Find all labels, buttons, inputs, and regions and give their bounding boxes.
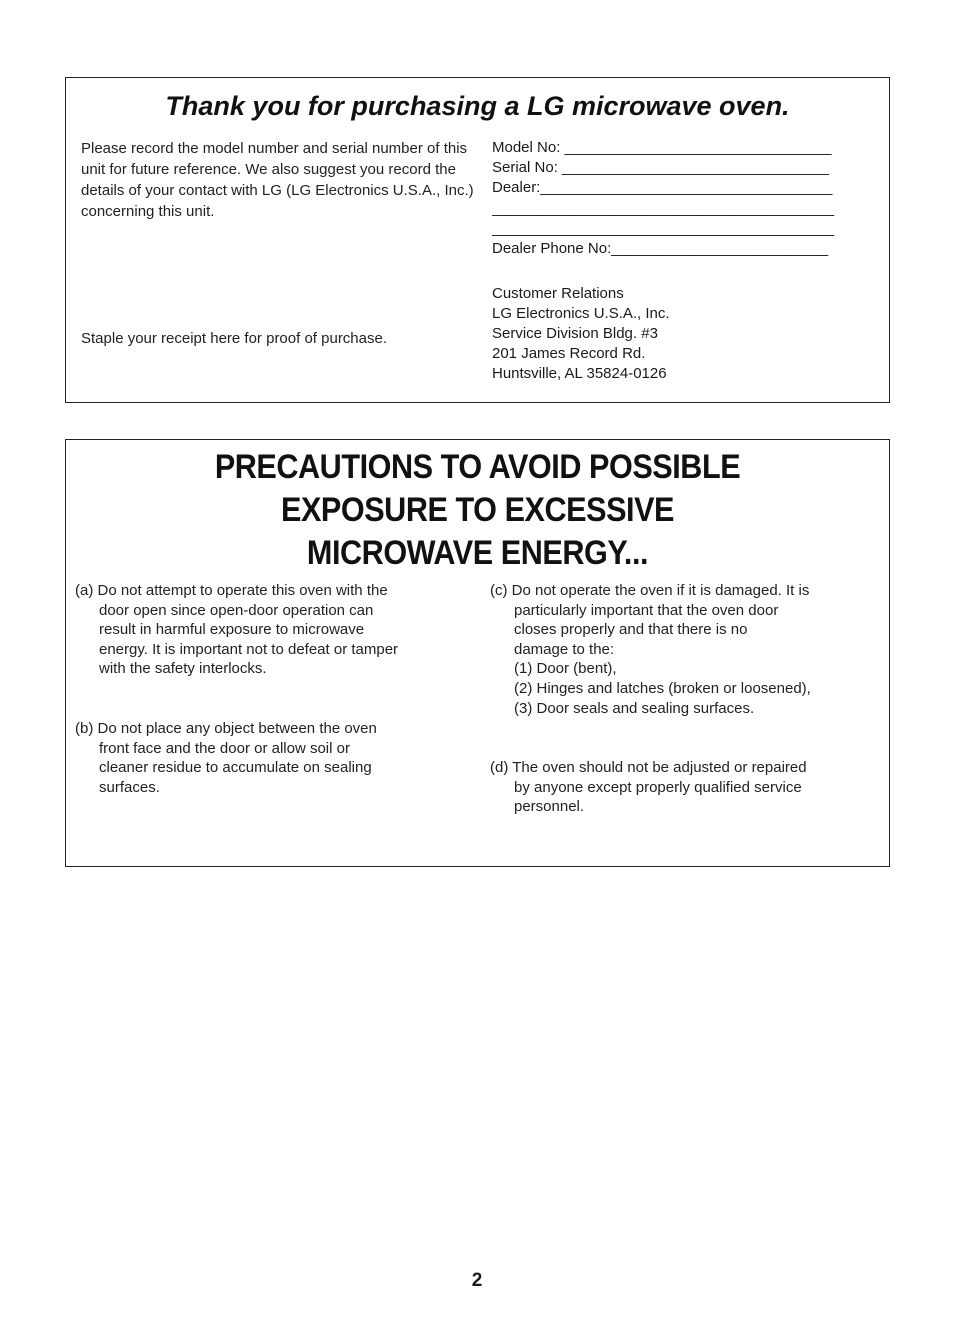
address-line: Customer Relations <box>492 285 624 302</box>
address-line: Service Division Bldg. #3 <box>492 325 658 342</box>
dealer-field[interactable]: Dealer:___________________________________ <box>492 179 833 196</box>
precaution-item-d <box>490 758 807 817</box>
address-line: LG Electronics U.S.A., Inc. <box>492 305 670 322</box>
precautions-title-line: EXPOSURE TO EXCESSIVE <box>280 491 675 529</box>
precaution-line: with the safety interlocks. <box>99 660 267 678</box>
customer-relations-address <box>492 284 670 384</box>
model-number-field[interactable]: Model No: ________________________________ <box>492 139 832 156</box>
dealer-field-line-2[interactable]: _________________________________________ <box>492 200 835 217</box>
dealer-phone-field[interactable]: Dealer Phone No:__________________________ <box>492 240 829 257</box>
precautions-box <box>65 439 890 867</box>
staple-receipt-text: Staple your receipt here for proof of purchase. <box>81 330 388 347</box>
precaution-line: (c) Do not operate the oven if it is damaged. It is <box>490 582 810 599</box>
dealer-field-line-3[interactable]: _________________________________________ <box>492 220 835 237</box>
precautions-title-line: PRECAUTIONS TO AVOID POSSIBLE <box>214 448 741 486</box>
precaution-line: door open since open-door operation can <box>99 601 374 619</box>
record-instructions: Please record the model number and serial number of this unit for future reference. We also suggest you record the details of your contact with LG (LG Electronics U.S.A., Inc.) concerning this unit. <box>81 140 474 220</box>
record-fields <box>492 138 872 259</box>
precaution-line: particularly important that the oven door <box>514 601 779 619</box>
precaution-item-a <box>75 581 398 679</box>
precaution-line: surfaces. <box>99 778 160 796</box>
thank-you-title: Thank you for purchasing a LG microwave oven. <box>165 91 790 121</box>
precaution-line: (d) The oven should not be adjusted or repaired <box>490 759 807 776</box>
precaution-line: (3) Door seals and sealing surfaces. <box>514 699 755 717</box>
precaution-line: closes properly and that there is no <box>514 621 748 639</box>
precautions-title-line: MICROWAVE ENERGY... <box>306 534 649 572</box>
serial-number-field[interactable]: Serial No: ________________________________ <box>492 159 829 176</box>
precaution-line: by anyone except properly qualified service <box>514 778 802 796</box>
precaution-line: front face and the door or allow soil or <box>99 739 350 757</box>
precaution-item-c <box>490 581 811 718</box>
precaution-line: energy. It is important not to defeat or tamper <box>99 640 399 658</box>
precaution-line: cleaner residue to accumulate on sealing <box>99 759 372 777</box>
precaution-line: damage to the: <box>514 640 615 658</box>
precaution-line: (2) Hinges and latches (broken or loosened), <box>514 679 811 697</box>
thank-you-box <box>65 77 890 403</box>
precaution-line: result in harmful exposure to microwave <box>99 621 365 639</box>
precaution-line: (a) Do not attempt to operate this oven with the <box>75 582 388 599</box>
page-number: 2 <box>471 1270 483 1291</box>
precaution-line: (1) Door (bent), <box>514 660 617 678</box>
precautions-title <box>107 446 848 575</box>
precaution-item-b <box>75 719 377 797</box>
address-line: 201 James Record Rd. <box>492 345 646 362</box>
precaution-line: personnel. <box>514 798 585 816</box>
address-line: Huntsville, AL 35824-0126 <box>492 365 667 382</box>
precaution-line: (b) Do not place any object between the oven <box>75 720 377 737</box>
